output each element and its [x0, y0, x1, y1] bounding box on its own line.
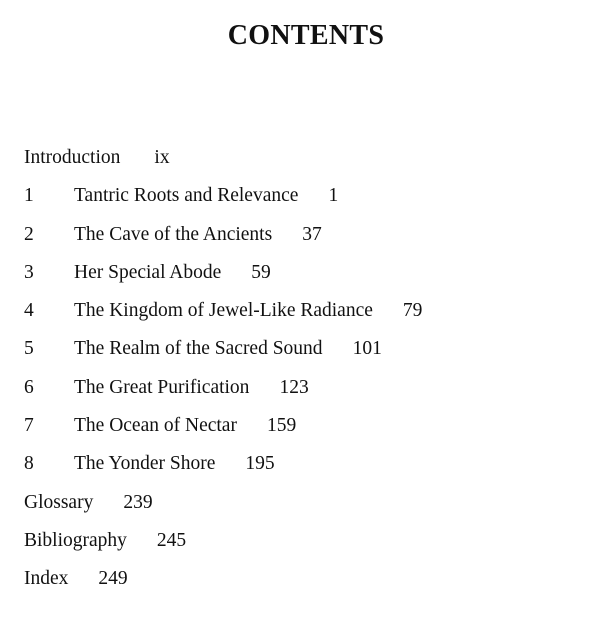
page-title: CONTENTS: [227, 20, 385, 51]
toc-entry-title: Glossary: [24, 491, 94, 513]
toc-entry-page: 1: [328, 185, 339, 207]
toc-entry-title: Index: [24, 568, 69, 590]
toc-entry-chapter-3: [24, 261, 600, 299]
toc-entry-page: 249: [98, 568, 128, 590]
toc-entry-page: 239: [123, 491, 153, 513]
toc-entry-number: 4: [24, 300, 34, 322]
toc-entry-index: [24, 567, 600, 605]
toc-entry-title: The Yonder Shore: [74, 453, 216, 475]
toc-entry-page: 245: [156, 529, 187, 551]
toc-entry-glossary: [24, 491, 600, 529]
toc-entry-bibliography: [24, 529, 600, 567]
toc-entry-number: 7: [24, 415, 34, 437]
toc-entry-page: 79: [402, 300, 423, 322]
toc-entry-page: 59: [251, 261, 271, 283]
toc-entry-number: 8: [24, 453, 34, 475]
toc-entry-number: 5: [24, 338, 34, 360]
toc-entry-chapter-8: [24, 452, 600, 490]
toc-entry-title: Introduction: [24, 147, 121, 168]
toc-entry-number: 1: [24, 185, 34, 207]
toc-entry-number: 6: [24, 376, 34, 398]
toc-entry-title: The Kingdom of Jewel-Like Radiance: [74, 300, 373, 322]
toc-entry-page: 37: [302, 223, 322, 245]
toc-entry-title: The Cave of the Ancients: [74, 223, 273, 245]
toc-entry-title: Tantric Roots and Relevance: [74, 185, 299, 207]
toc-entry-chapter-2: [24, 223, 600, 261]
toc-entry-title: Her Special Abode: [74, 261, 222, 283]
toc-entry-title: Bibliography: [24, 529, 127, 551]
toc-entry-chapter-4: [24, 299, 600, 337]
toc-entry-chapter-5: [24, 337, 600, 375]
toc-entry-title: The Ocean of Nectar: [74, 415, 237, 437]
toc-entry-number: 3: [24, 261, 34, 283]
table-of-contents: [24, 146, 600, 606]
toc-entry-chapter-1: [24, 184, 600, 222]
toc-entry-page: 123: [279, 376, 309, 398]
toc-entry-page: 195: [245, 453, 275, 475]
toc-entry-chapter-6: [24, 376, 600, 414]
toc-entry-title: The Realm of the Sacred Sound: [74, 338, 323, 360]
toc-entry-page: ix: [154, 147, 170, 168]
toc-entry-page: 159: [266, 415, 297, 437]
toc-entry-title: The Great Purification: [74, 376, 250, 398]
toc-entry-introduction: [24, 146, 600, 184]
toc-entry-number: 2: [24, 223, 34, 245]
toc-entry-page: 101: [352, 338, 382, 360]
toc-entry-chapter-7: [24, 414, 600, 452]
